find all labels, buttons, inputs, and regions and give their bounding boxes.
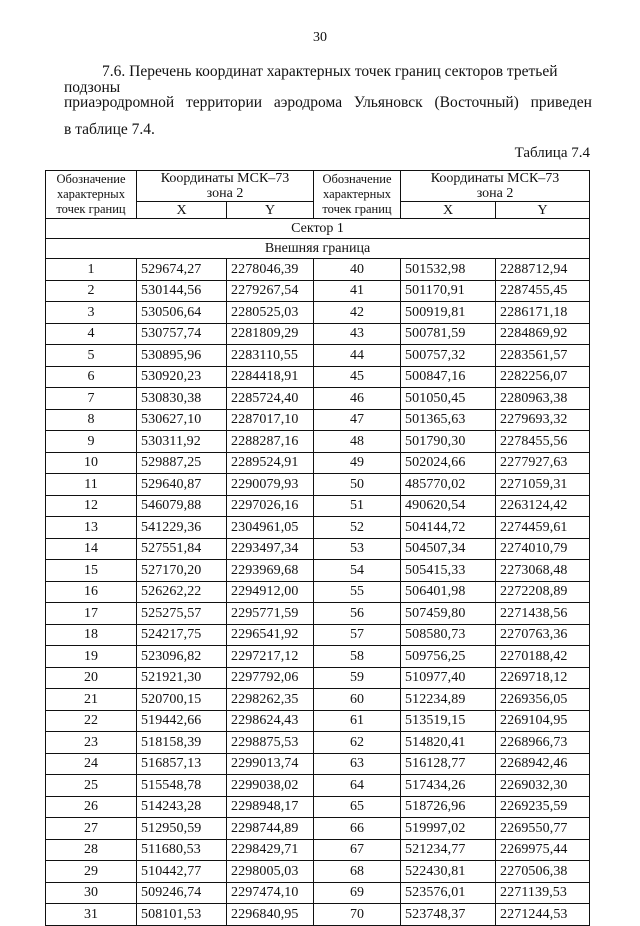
point-number: 4 [46,323,137,345]
point-number: 60 [314,689,401,711]
coord-x: 512234,89 [401,689,496,711]
coord-y: 2269032,30 [496,775,590,797]
point-number: 20 [46,667,137,689]
header-coords-line: зона 2 [206,186,244,201]
point-number: 41 [314,280,401,302]
coord-y: 2273068,48 [496,560,590,582]
coord-y: 2283561,57 [496,345,590,367]
point-number: 9 [46,431,137,453]
coord-x: 541229,36 [137,517,227,539]
coord-y: 2298429,71 [227,839,314,861]
table-row [46,581,590,603]
coord-x: 521234,77 [401,839,496,861]
coord-y: 2280963,38 [496,388,590,410]
intro-word: (Восточный) [434,94,519,111]
coord-x: 500757,32 [401,345,496,367]
point-number: 51 [314,495,401,517]
coord-x: 509756,25 [401,646,496,668]
table-row [46,796,590,818]
coord-y: 2283110,55 [227,345,314,367]
coord-y: 2272208,89 [496,581,590,603]
point-number: 10 [46,452,137,474]
coord-x: 518158,39 [137,732,227,754]
coord-y: 2282256,07 [496,366,590,388]
coord-x: 506401,98 [401,581,496,603]
coord-x: 520700,15 [137,689,227,711]
coord-x: 500781,59 [401,323,496,345]
coord-x: 530895,96 [137,345,227,367]
table-row [46,323,590,345]
coord-y: 2270188,42 [496,646,590,668]
point-number: 11 [46,474,137,496]
coord-y: 2293969,68 [227,560,314,582]
point-number: 46 [314,388,401,410]
coord-x: 530506,64 [137,302,227,324]
coord-x: 530920,23 [137,366,227,388]
table-row [46,280,590,302]
point-number: 65 [314,796,401,818]
coord-y: 2289524,91 [227,452,314,474]
coord-y: 2304961,05 [227,517,314,539]
intro-word: приаэродромной [64,94,175,111]
coord-x: 529887,25 [137,452,227,474]
coord-x: 516128,77 [401,753,496,775]
point-number: 31 [46,904,137,926]
coord-y: 2269356,05 [496,689,590,711]
coord-y: 2274010,79 [496,538,590,560]
header-point-line: точек границ [56,202,126,216]
table-row [46,710,590,732]
point-number: 1 [46,259,137,281]
table-row [46,302,590,324]
intro-word: Ульяновск [353,94,423,111]
point-number: 68 [314,861,401,883]
coord-y: 2297474,10 [227,882,314,904]
coord-x: 529640,87 [137,474,227,496]
header-point-line: характерных [57,187,125,201]
coord-x: 521921,30 [137,667,227,689]
table-row [46,904,590,926]
coord-y: 2296541,92 [227,624,314,646]
table-row [46,538,590,560]
coord-x: 530311,92 [137,431,227,453]
point-number: 45 [314,366,401,388]
header-coords [401,171,590,202]
header-coords-line: зона 2 [476,186,514,201]
coord-y: 2297792,06 [227,667,314,689]
point-number: 21 [46,689,137,711]
coord-y: 2279693,32 [496,409,590,431]
coordinates-table [45,170,590,926]
point-number: 25 [46,775,137,797]
coord-x: 517434,26 [401,775,496,797]
header-coords [137,171,314,202]
coord-y: 2270763,36 [496,624,590,646]
header-point-col [314,171,401,219]
point-number: 62 [314,732,401,754]
coord-x: 519442,66 [137,710,227,732]
point-number: 63 [314,753,401,775]
header-y: Y [227,202,314,219]
coord-x: 514243,28 [137,796,227,818]
table-row [46,732,590,754]
coord-y: 2268966,73 [496,732,590,754]
coord-y: 2288712,94 [496,259,590,281]
coord-y: 2285724,40 [227,388,314,410]
coord-x: 504507,34 [401,538,496,560]
header-point-line: Обозначение [322,172,392,186]
point-number: 49 [314,452,401,474]
coord-x: 546079,88 [137,495,227,517]
coord-y: 2271139,53 [496,882,590,904]
coord-x: 525275,57 [137,603,227,625]
coord-y: 2269975,44 [496,839,590,861]
coord-x: 512950,59 [137,818,227,840]
point-number: 70 [314,904,401,926]
table-caption: Таблица 7.4 [514,145,590,161]
table-row [46,259,590,281]
point-number: 50 [314,474,401,496]
coord-y: 2281809,29 [227,323,314,345]
point-number: 8 [46,409,137,431]
coord-y: 2268942,46 [496,753,590,775]
coord-y: 2297217,12 [227,646,314,668]
table-row [46,775,590,797]
coord-x: 523096,82 [137,646,227,668]
point-number: 47 [314,409,401,431]
coord-y: 2278046,39 [227,259,314,281]
point-number: 24 [46,753,137,775]
point-number: 44 [314,345,401,367]
coord-x: 501532,98 [401,259,496,281]
intro-line-1: 7.6. Перечень координат характерных точек границ секторов третьей подзоны [64,63,558,96]
point-number: 67 [314,839,401,861]
point-number: 5 [46,345,137,367]
intro-word: аэродрома [273,94,343,111]
coord-x: 511680,53 [137,839,227,861]
point-number: 22 [46,710,137,732]
point-number: 55 [314,581,401,603]
coord-y: 2296840,95 [227,904,314,926]
point-number: 52 [314,517,401,539]
coord-y: 2284869,92 [496,323,590,345]
table-row [46,689,590,711]
header-y: Y [496,202,590,219]
header-x: X [401,202,496,219]
header-coords-line: Координаты МСК–73 [160,171,290,186]
coord-x: 501790,30 [401,431,496,453]
point-number: 58 [314,646,401,668]
coord-x: 527551,84 [137,538,227,560]
coord-x: 507459,80 [401,603,496,625]
table-row [46,603,590,625]
table-row [46,753,590,775]
coord-x: 490620,54 [401,495,496,517]
point-number: 43 [314,323,401,345]
header-point-col [46,171,137,219]
coord-x: 510442,77 [137,861,227,883]
coord-y: 2293497,34 [227,538,314,560]
intro-word: приведен [530,94,592,111]
coord-y: 2271244,53 [496,904,590,926]
coord-y: 2269104,95 [496,710,590,732]
coord-x: 519997,02 [401,818,496,840]
point-number: 23 [46,732,137,754]
point-number: 64 [314,775,401,797]
table-row [46,388,590,410]
coord-x: 526262,22 [137,581,227,603]
table-row [46,667,590,689]
table-row [46,882,590,904]
coord-y: 2269235,59 [496,796,590,818]
coord-y: 2298262,35 [227,689,314,711]
table-row [46,517,590,539]
coord-y: 2297026,16 [227,495,314,517]
point-number: 16 [46,581,137,603]
point-number: 3 [46,302,137,324]
coord-x: 510977,40 [401,667,496,689]
coord-x: 522430,81 [401,861,496,883]
coord-x: 501050,45 [401,388,496,410]
coord-x: 516857,13 [137,753,227,775]
intro-line-3: в таблице 7.4. [64,121,155,138]
point-number: 17 [46,603,137,625]
point-number: 30 [46,882,137,904]
table-row [46,861,590,883]
point-number: 28 [46,839,137,861]
coord-y: 2299013,74 [227,753,314,775]
point-number: 26 [46,796,137,818]
header-point-line: Обозначение [56,172,126,186]
table-row [46,839,590,861]
coord-x: 500919,81 [401,302,496,324]
point-number: 15 [46,560,137,582]
coord-y: 2271059,31 [496,474,590,496]
coord-x: 501365,63 [401,409,496,431]
coord-x: 515548,78 [137,775,227,797]
coord-y: 2294912,00 [227,581,314,603]
coord-y: 2270506,38 [496,861,590,883]
boundary-label: Внешняя граница [46,239,590,259]
table-row [46,366,590,388]
coord-y: 2269550,77 [496,818,590,840]
coord-x: 485770,02 [401,474,496,496]
table-row [46,624,590,646]
point-number: 42 [314,302,401,324]
point-number: 19 [46,646,137,668]
coord-x: 504144,72 [401,517,496,539]
coord-y: 2286171,18 [496,302,590,324]
point-number: 59 [314,667,401,689]
coord-x: 524217,75 [137,624,227,646]
coord-x: 514820,41 [401,732,496,754]
coord-y: 2278455,56 [496,431,590,453]
coord-x: 513519,15 [401,710,496,732]
coord-x: 523748,37 [401,904,496,926]
table-row [46,431,590,453]
coord-x: 501170,91 [401,280,496,302]
intro-line-2 [64,95,592,111]
coord-y: 2298875,53 [227,732,314,754]
coord-x: 509246,74 [137,882,227,904]
table-row [46,474,590,496]
coord-x: 500847,16 [401,366,496,388]
point-number: 56 [314,603,401,625]
header-point-line: точек границ [322,202,392,216]
coord-y: 2298744,89 [227,818,314,840]
table-row [46,409,590,431]
table-row [46,495,590,517]
coord-y: 2287455,45 [496,280,590,302]
table-row [46,345,590,367]
point-number: 18 [46,624,137,646]
coord-x: 505415,33 [401,560,496,582]
table-row [46,646,590,668]
coord-x: 530757,74 [137,323,227,345]
coord-y: 2299038,02 [227,775,314,797]
coord-y: 2290079,93 [227,474,314,496]
coord-y: 2287017,10 [227,409,314,431]
table-row [46,560,590,582]
coord-x: 508580,73 [401,624,496,646]
sector-label: Сектор 1 [46,219,590,239]
header-point-line: характерных [323,187,391,201]
coord-y: 2269718,12 [496,667,590,689]
coord-x: 523576,01 [401,882,496,904]
point-number: 14 [46,538,137,560]
point-number: 40 [314,259,401,281]
point-number: 27 [46,818,137,840]
point-number: 66 [314,818,401,840]
coord-y: 2277927,63 [496,452,590,474]
point-number: 2 [46,280,137,302]
coord-x: 502024,66 [401,452,496,474]
point-number: 57 [314,624,401,646]
point-number: 54 [314,560,401,582]
coord-y: 2284418,91 [227,366,314,388]
coord-y: 2295771,59 [227,603,314,625]
coord-y: 2298005,03 [227,861,314,883]
point-number: 13 [46,517,137,539]
header-coords-line: Координаты МСК–73 [430,171,560,186]
coord-x: 508101,53 [137,904,227,926]
intro-word: территории [185,94,263,111]
coord-y: 2274459,61 [496,517,590,539]
point-number: 53 [314,538,401,560]
point-number: 6 [46,366,137,388]
point-number: 29 [46,861,137,883]
point-number: 69 [314,882,401,904]
coord-y: 2298624,43 [227,710,314,732]
coord-x: 530144,56 [137,280,227,302]
coord-y: 2279267,54 [227,280,314,302]
page-number: 30 [313,30,327,45]
coord-x: 527170,20 [137,560,227,582]
table-row [46,452,590,474]
coord-x: 530830,38 [137,388,227,410]
table-row [46,818,590,840]
header-x: X [137,202,227,219]
coord-y: 2263124,42 [496,495,590,517]
point-number: 12 [46,495,137,517]
point-number: 7 [46,388,137,410]
coord-y: 2288287,16 [227,431,314,453]
coord-y: 2280525,03 [227,302,314,324]
coord-x: 529674,27 [137,259,227,281]
coord-x: 530627,10 [137,409,227,431]
point-number: 48 [314,431,401,453]
coord-y: 2298948,17 [227,796,314,818]
coord-y: 2271438,56 [496,603,590,625]
point-number: 61 [314,710,401,732]
coord-x: 518726,96 [401,796,496,818]
